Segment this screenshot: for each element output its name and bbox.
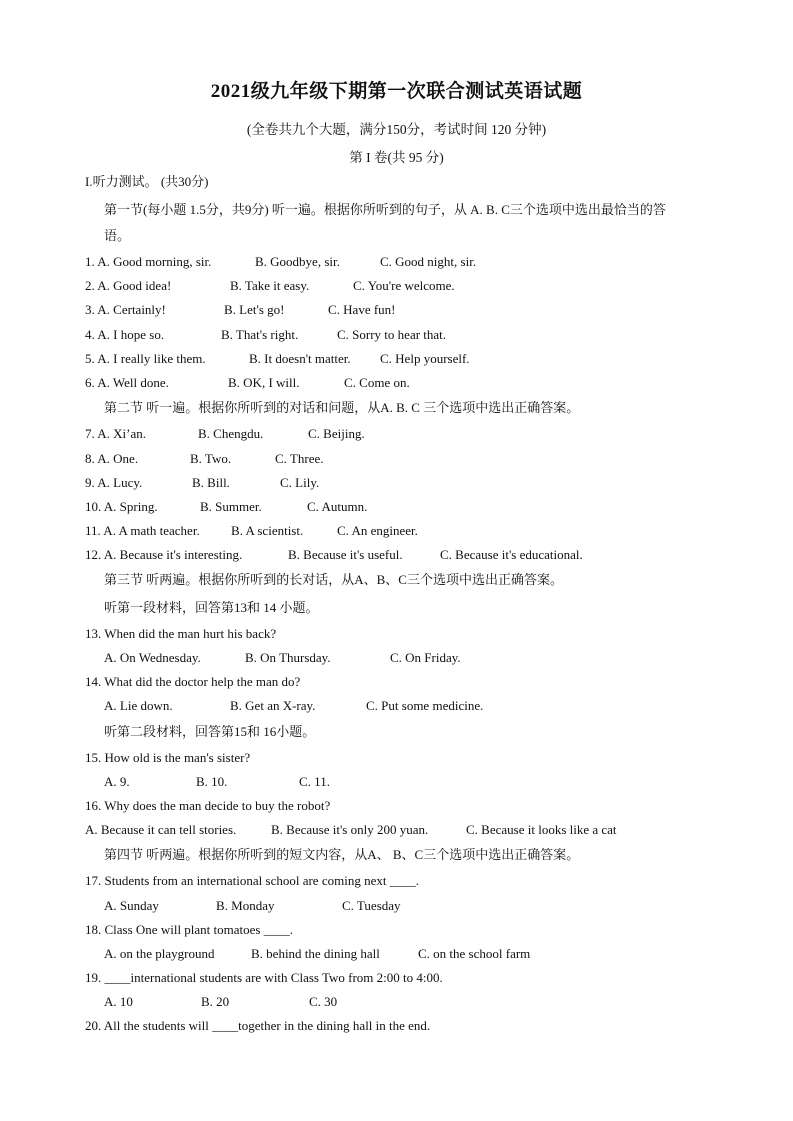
question-stem-20: 20. All the students will ____together in the dining hall in the end. [85, 1018, 431, 1033]
option-b: B. Summer. [200, 499, 262, 514]
option-a: 1. A. Good morning, sir. [85, 254, 212, 269]
option-c: C. Good night, sir. [380, 254, 477, 269]
option-c: C. An engineer. [337, 523, 418, 538]
option-b: B. OK, I will. [228, 375, 300, 390]
option-a: 8. A. One. [85, 451, 139, 466]
part3-material-2: 听第二段材料，回答第15和 16小题。 [104, 724, 316, 739]
option-c: C. Because it's educational. [440, 547, 583, 562]
option-c: C. Put some medicine. [366, 698, 484, 713]
option-b: B. A scientist. [231, 523, 304, 538]
question-stem-15: 15. How old is the man's sister? [85, 750, 251, 765]
question-stem-19: 19. ____international students are with Class Two from 2:00 to 4:00. [85, 970, 443, 985]
option-a: 11. A. A math teacher. [85, 523, 200, 538]
question-stem-14: 14. What did the doctor help the man do? [85, 674, 301, 689]
option-c: C. Beijing. [308, 426, 365, 441]
option-c: C. Help yourself. [380, 351, 470, 366]
option-a: 12. A. Because it's interesting. [85, 547, 243, 562]
question-stem-18: 18. Class One will plant tomatoes ____. [85, 922, 293, 937]
part3-material-1: 听第一段材料，回答第13和 14 小题。 [104, 600, 319, 615]
option-a: 2. A. Good idea! [85, 278, 172, 293]
option-c: C. 11. [299, 774, 330, 789]
option-c: C. You're welcome. [353, 278, 455, 293]
option-b: B. Because it's useful. [288, 547, 403, 562]
option-a: 6. A. Well done. [85, 375, 169, 390]
option-a: 9. A. Lucy. [85, 475, 143, 490]
option-a: A. 10 [104, 994, 133, 1009]
option-a: A. Because it can tell stories. [85, 822, 237, 837]
option-a: 10. A. Spring. [85, 499, 158, 514]
option-b: B. Chengdu. [198, 426, 264, 441]
volume-heading: 第 I 卷(共 95 分) [349, 150, 444, 165]
part4-instruction: 第四节 听两遍。根据你所听到的短文内容，从A、 B、C三个选项中选出正确答案。 [104, 847, 580, 862]
question-stem-16: 16. Why does the man decide to buy the robot? [85, 798, 331, 813]
option-c: C. On Friday. [390, 650, 461, 665]
option-b: B. Bill. [192, 475, 230, 490]
part1-instruction-cont: 语。 [104, 228, 131, 243]
option-b: B. 10. [196, 774, 228, 789]
part3-instruction: 第三节 听两遍。根据你所听到的长对话，从A、B、C三个选项中选出正确答案。 [104, 572, 563, 587]
option-b: B. Get an X-ray. [230, 698, 316, 713]
question-stem-13: 13. When did the man hurt his back? [85, 626, 277, 641]
option-a: 4. A. I hope so. [85, 327, 165, 342]
option-b: B. Monday [216, 898, 275, 913]
option-a: A. on the playground [104, 946, 215, 961]
page-title: 2021级九年级下期第一次联合测试英语试题 [210, 81, 583, 102]
option-b: B. Let's go! [224, 302, 285, 317]
option-b: B. Goodbye, sir. [255, 254, 340, 269]
option-b: B. Because it's only 200 yuan. [271, 822, 429, 837]
option-b: B. behind the dining hall [251, 946, 380, 961]
option-c: C. Because it looks like a cat [466, 822, 617, 837]
option-b: B. Take it easy. [230, 278, 310, 293]
option-a: 5. A. I really like them. [85, 351, 206, 366]
option-c: C. Sorry to hear that. [337, 327, 447, 342]
exam-subtitle: (全卷共九个大题，满分150分，考试时间 120 分钟) [246, 122, 547, 137]
option-c: C. Lily. [280, 475, 320, 490]
option-c: C. Come on. [344, 375, 410, 390]
option-c: C. Tuesday [342, 898, 401, 913]
option-b: B. It doesn't matter. [249, 351, 351, 366]
option-a: A. Sunday [104, 898, 159, 913]
option-c: C. on the school farm [418, 946, 531, 961]
option-c: C. Three. [275, 451, 324, 466]
option-b: B. On Thursday. [245, 650, 331, 665]
option-a: A. Lie down. [104, 698, 173, 713]
option-c: C. 30 [309, 994, 338, 1009]
question-stem-17: 17. Students from an international school are coming next ____. [85, 873, 419, 888]
option-b: B. That's right. [221, 327, 299, 342]
option-b: B. 20 [201, 994, 230, 1009]
option-c: C. Have fun! [328, 302, 396, 317]
option-a: 7. A. Xi’an. [85, 426, 147, 441]
section-heading: I.听力测试。 (共30分) [85, 174, 209, 189]
option-a: A. 9. [104, 774, 130, 789]
option-c: C. Autumn. [307, 499, 368, 514]
option-a: A. On Wednesday. [104, 650, 201, 665]
part2-instruction: 第二节 听一遍。根据你所听到的对话和问题，从A. B. C 三个选项中选出正确答案。 [104, 400, 580, 415]
part1-instruction: 第一节(每小题 1.5分，共9分) 听一遍。根据你所听到的句子，从 A. B. C三个选项中选出最恰当的答 [104, 202, 666, 217]
option-b: B. Two. [190, 451, 232, 466]
option-a: 3. A. Certainly! [85, 302, 166, 317]
